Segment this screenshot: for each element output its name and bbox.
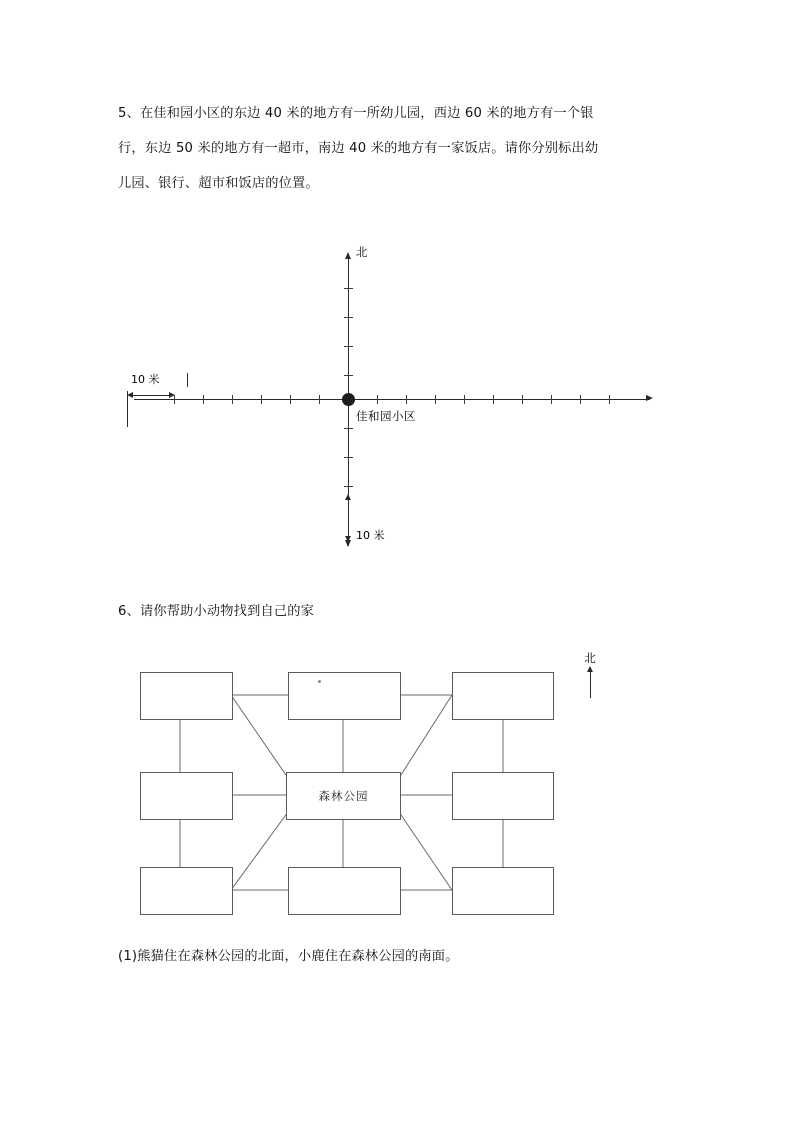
scale-right-arrow-icon bbox=[169, 392, 175, 398]
origin-label: 佳和园小区 bbox=[356, 409, 416, 423]
map-box[interactable] bbox=[452, 867, 554, 915]
axis-tick bbox=[406, 395, 407, 404]
question-5-line-3: 儿园、银行、超市和饭店的位置。 bbox=[118, 176, 319, 191]
map-box[interactable] bbox=[288, 672, 401, 720]
forest-park-center-box bbox=[286, 772, 401, 820]
map-box[interactable] bbox=[140, 672, 233, 720]
question-5-line-2: 行，东边 50 米的地方有一超市，南边 40 米的地方有一家饭店。请你分别标出幼 bbox=[118, 141, 599, 156]
axis-tick bbox=[344, 428, 353, 429]
axis-tick bbox=[232, 395, 233, 404]
horizontal-axis bbox=[134, 399, 650, 400]
axis-tick bbox=[319, 395, 320, 404]
north-label: 北 bbox=[584, 651, 596, 665]
north-label: 北 bbox=[356, 245, 368, 259]
axis-tick bbox=[377, 395, 378, 404]
axis-tick bbox=[344, 375, 353, 376]
question-5-line-1: 5、在佳和园小区的东边 40 米的地方有一所幼儿园，西边 60 米的地方有一个银 bbox=[118, 106, 594, 121]
forest-park-label: 森林公园 bbox=[318, 789, 369, 803]
axis-tick bbox=[580, 395, 581, 404]
axis-tick bbox=[493, 395, 494, 404]
scale-edge-line bbox=[187, 373, 188, 387]
north-arrow-stem bbox=[590, 672, 591, 698]
pencil-dot-mark bbox=[318, 680, 321, 683]
scale-line bbox=[348, 499, 349, 537]
question-6-subitem-1: (1)熊猫住在森林公园的北面，小鹿住在森林公园的南面。 bbox=[118, 949, 459, 964]
axis-tick bbox=[551, 395, 552, 404]
axis-tick bbox=[464, 395, 465, 404]
question-5-text bbox=[118, 96, 678, 201]
origin-point-marker bbox=[342, 393, 355, 406]
scale-marker-horizontal bbox=[127, 371, 193, 401]
scale-edge-line bbox=[127, 391, 128, 427]
north-arrow-icon bbox=[345, 252, 351, 259]
question-6-text: 6、请你帮助小动物找到自己的家 bbox=[118, 604, 315, 619]
axis-tick bbox=[609, 395, 610, 404]
axis-tick bbox=[203, 395, 204, 404]
scale-label-horizontal: 10 米 bbox=[131, 373, 160, 386]
axis-tick bbox=[261, 395, 262, 404]
axis-tick bbox=[344, 346, 353, 347]
map-box[interactable] bbox=[452, 672, 554, 720]
forest-park-map-diagram bbox=[118, 650, 678, 930]
map-box[interactable] bbox=[140, 772, 233, 820]
scale-line bbox=[133, 395, 173, 396]
scale-bar-horizontal bbox=[127, 389, 193, 401]
axis-tick bbox=[344, 288, 353, 289]
map-box[interactable] bbox=[288, 867, 401, 915]
scale-label-vertical: 10 米 bbox=[356, 529, 385, 542]
axis-tick bbox=[344, 457, 353, 458]
axis-tick bbox=[290, 395, 291, 404]
map-box[interactable] bbox=[140, 867, 233, 915]
scale-marker-vertical bbox=[342, 494, 422, 554]
coordinate-axes-diagram bbox=[118, 236, 678, 566]
east-arrow-icon bbox=[646, 395, 653, 401]
map-north-indicator bbox=[570, 650, 610, 666]
map-box[interactable] bbox=[452, 772, 554, 820]
scale-down-arrow-icon bbox=[345, 536, 351, 542]
axis-tick bbox=[344, 486, 353, 487]
axis-tick bbox=[435, 395, 436, 404]
axis-tick bbox=[344, 317, 353, 318]
axis-tick bbox=[522, 395, 523, 404]
